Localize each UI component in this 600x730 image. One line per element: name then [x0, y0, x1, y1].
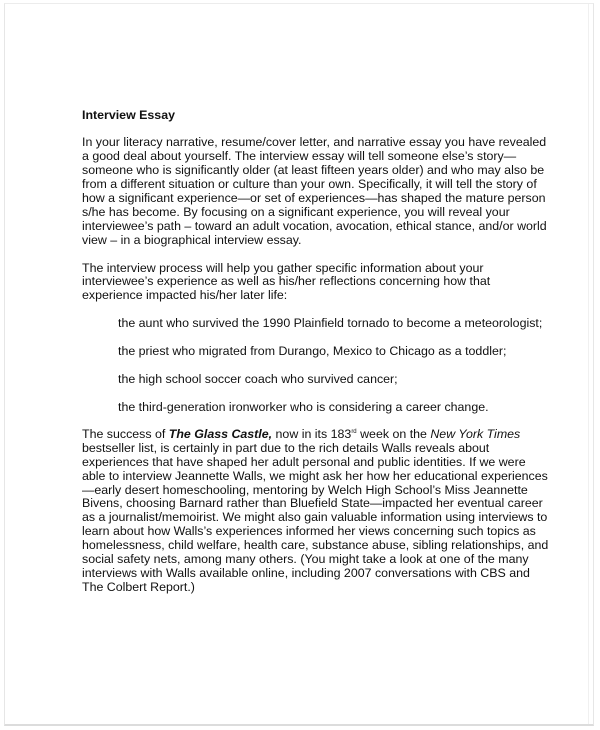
paragraph-lead: The success of [82, 426, 169, 441]
example-item: the priest who migrated from Durango, Mexico to Chicago as a toddler; [118, 343, 507, 358]
week-count-text: now in its 183 [272, 426, 352, 441]
book-title: The Glass Castle, [168, 426, 273, 441]
example-item: the aunt who survived the 1990 Plainfield tornado to become a meteorologist; [118, 316, 543, 331]
week-text: week on the [356, 426, 431, 441]
example-item: the high school soccer coach who survived cancer; [118, 371, 398, 386]
document-page [4, 3, 594, 726]
intro-paragraph: In your literacy narrative, resume/cover letter, and narrative essay you have revealed a good deal about yourself. The interview essay will tell someone else’s story—someone who is significantly older (at least fifteen years older) and who may also be from a different situation or culture than your own. Specifically, it will tell the story of how a significant experience—or set of experiences—has shaped the mature person s/he has become. By focusing on a significant experience, you will reveal your interviewee’s path – toward an adult vocation, avocation, ethical stance, and/or world view – in a biographical interview essay. [82, 135, 547, 247]
ordinal-suffix: rd [351, 428, 357, 435]
document-title: Interview Essay [82, 108, 175, 122]
process-paragraph: The interview process will help you gather specific information about your interviewee’s experience as well as his/her reflections concerning how that experience impacted his/her later life: [82, 260, 491, 303]
newspaper-name: New York Times [430, 426, 521, 441]
example-item: the third-generation ironworker who is considering a career change. [118, 399, 489, 414]
glass-castle-paragraph [82, 428, 552, 595]
paragraph-rest: bestseller list, is certainly in part due to the rich details Walls reveals about experiences that have shaped her adult personal and public identities. If we were able to interview Jeannette Walls, we might ask her how her educational experiences—early desert homeschooling, mentoring by Welch High School’s Miss Jeannette Bivens, choosing Barnard rather than Bluefield State—impacted her eventual career as a journalist/memoirist. We might also gain valuable information using interviews to learn about how Walls’s experiences informed her views concerning such topics as homelessness, child welfare, health care, substance abuse, sibling relationships, and social safety nets, among many others. (You might take a look at one of the many interviews with Walls available online, including 2007 conversations with CBS and The Colbert Report.) [82, 440, 549, 594]
document-body [82, 109, 552, 609]
